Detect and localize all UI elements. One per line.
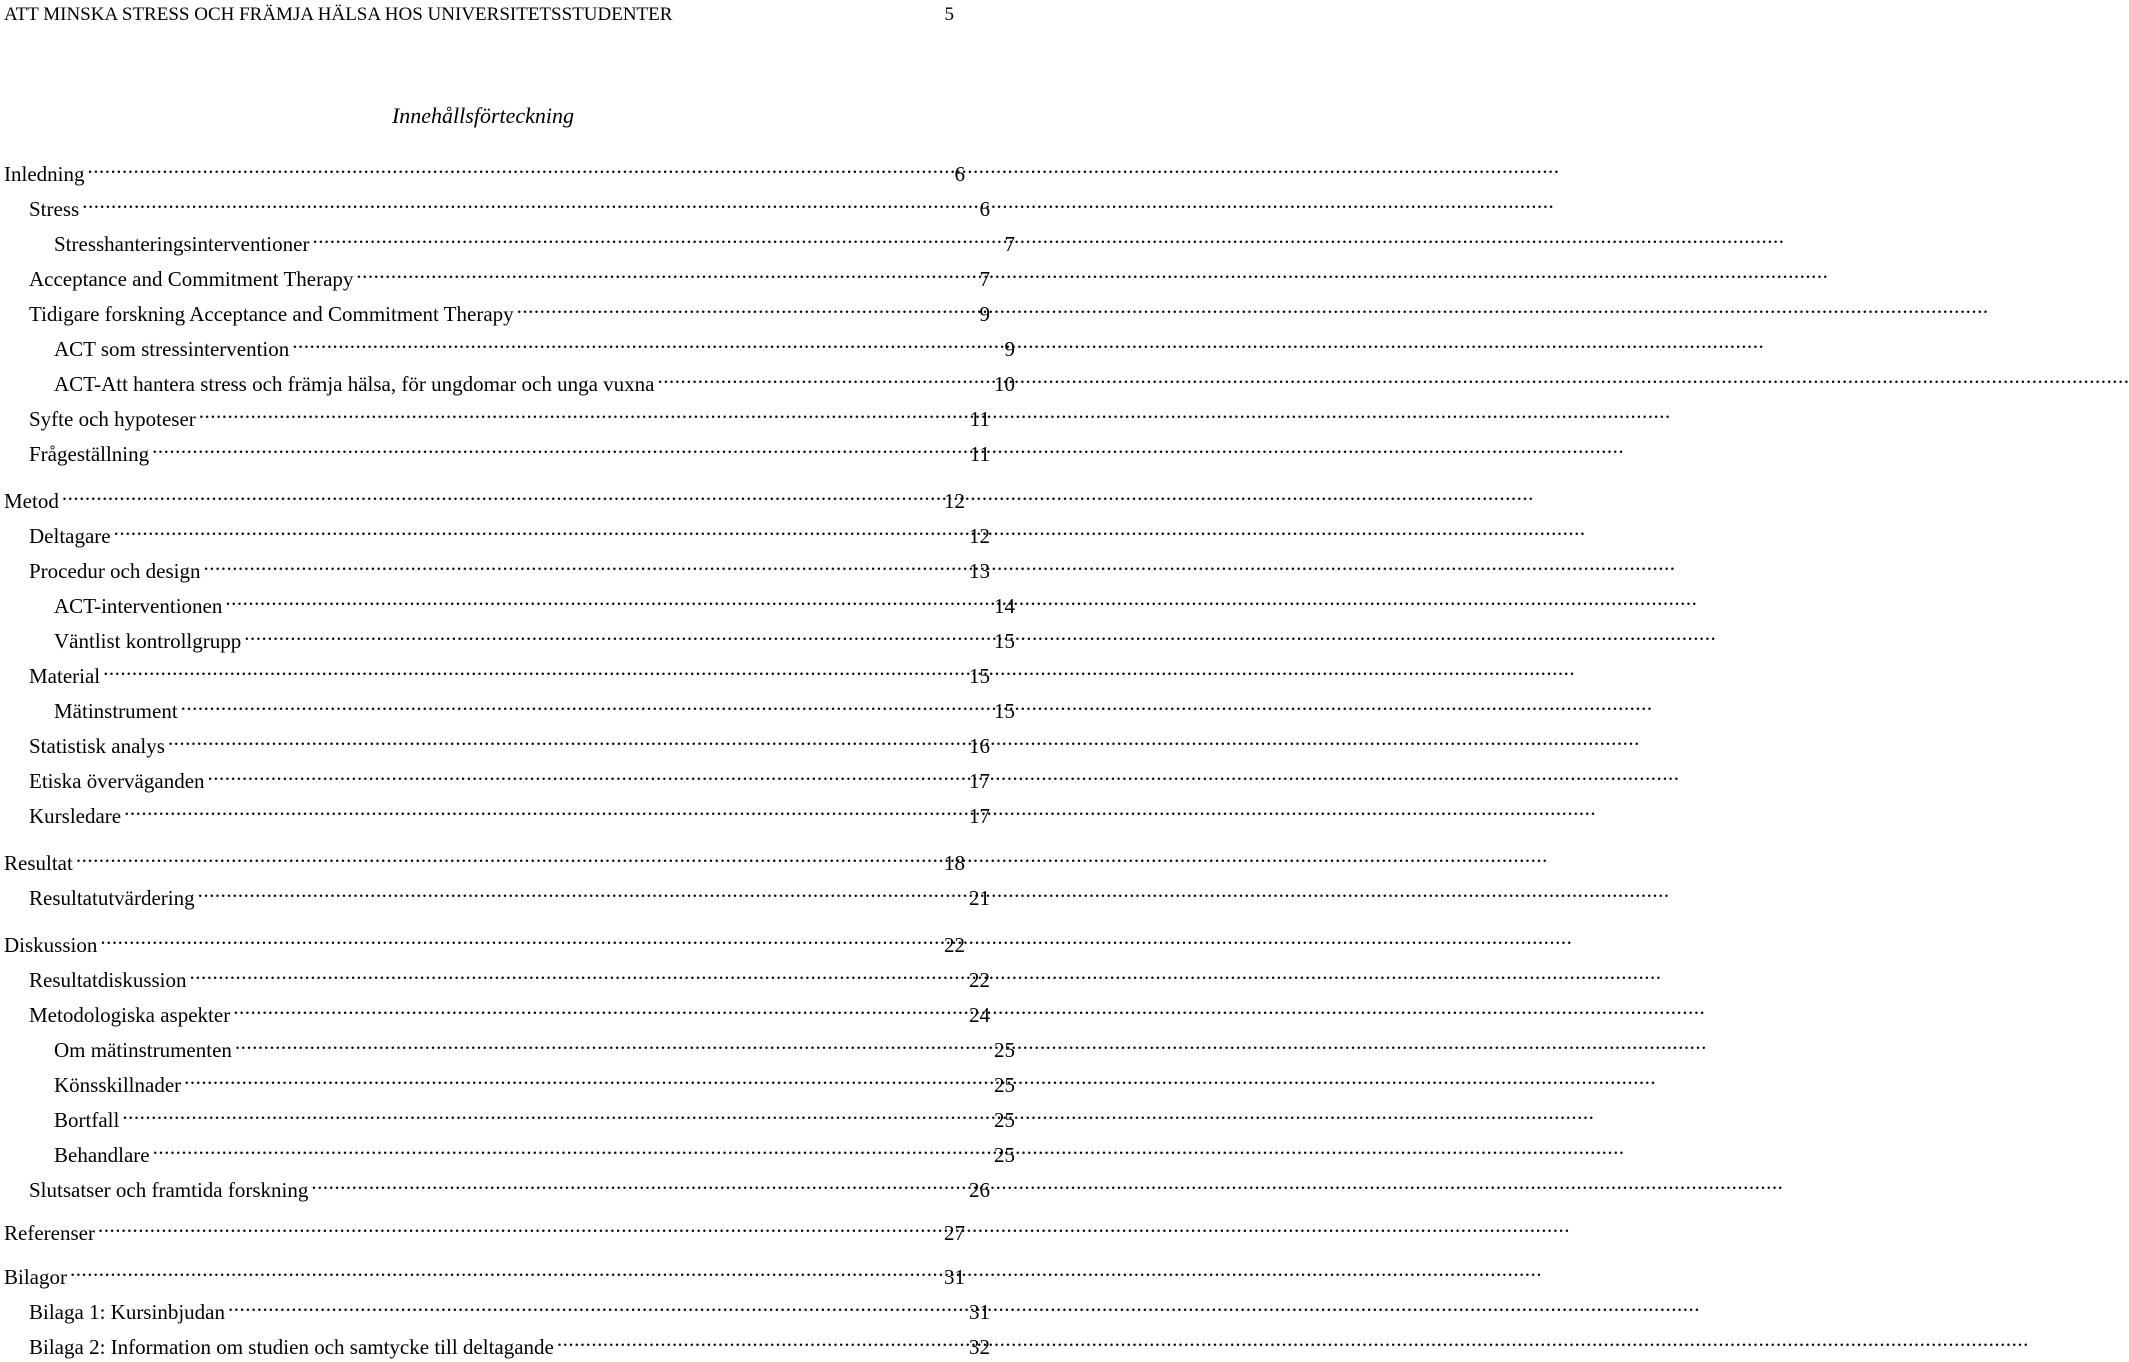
toc-dot-leader [356, 256, 975, 286]
toc-entry [0, 1289, 990, 1324]
toc-dot-leader [122, 1097, 990, 1127]
toc-entry [0, 758, 990, 793]
toc-entry-page: 17 [965, 801, 990, 831]
toc-dot-leader [203, 548, 965, 578]
toc-entry-label: Material [29, 661, 103, 691]
toc-entry [0, 221, 1015, 256]
toc-entry-page: 16 [965, 731, 990, 761]
toc-entry-label: Stresshanteringsinterventioner [54, 229, 312, 259]
toc-dot-leader [124, 793, 965, 823]
toc-entry-label: Acceptance and Commitment Therapy [29, 264, 356, 294]
toc-entry [0, 478, 965, 513]
toc-entry-page: 25 [990, 1140, 1015, 1170]
toc-dot-leader [114, 513, 965, 543]
toc-entry-page: 31 [965, 1297, 990, 1327]
toc-entry-label: Resultatutvärdering [29, 883, 198, 913]
toc-dot-leader [181, 688, 990, 718]
toc-entry [0, 875, 990, 910]
toc-entry-label: Slutsatser och framtida forskning [29, 1175, 311, 1205]
toc-dot-leader [235, 1027, 990, 1057]
toc-entry-label: Väntlist kontrollgrupp [54, 626, 244, 656]
toc-dot-leader [225, 583, 990, 613]
toc-dot-leader [233, 992, 965, 1022]
toc-entry [0, 361, 1015, 396]
running-title: ATT MINSKA STRESS OCH FRÄMJA HÄLSA HOS UNIVERSITETSSTUDENTER [4, 4, 673, 25]
toc-dot-leader [557, 1324, 965, 1354]
toc-entry-label: ACT-interventionen [54, 591, 225, 621]
toc-dot-leader [168, 723, 965, 753]
toc-entry-label: Bilaga 1: Kursinbjudan [29, 1297, 228, 1327]
toc-dot-leader [100, 922, 940, 952]
toc-entry-label: ACT som stressintervention [54, 334, 292, 364]
toc-entry-label: Bilaga 2: Information om studien och samtycke till deltagande [29, 1332, 557, 1362]
toc-entry-label: Om mätinstrumenten [54, 1035, 235, 1065]
toc-entry-page: 26 [965, 1175, 990, 1205]
toc-entry-page: 25 [990, 1070, 1015, 1100]
toc-entry [0, 688, 1015, 723]
toc-entry-label: Referenser [4, 1218, 98, 1248]
toc-entry-page: 12 [940, 486, 965, 516]
toc-entry [0, 1324, 990, 1359]
toc-entry-label: Bortfall [54, 1105, 122, 1135]
toc-entry-label: Behandlare [54, 1140, 153, 1170]
toc-entry [0, 513, 990, 548]
toc-entry-page: 9 [1001, 334, 1016, 364]
toc-entry-page: 32 [965, 1332, 990, 1362]
toc-entry-label: Deltagare [29, 521, 114, 551]
toc-entry [0, 1097, 1015, 1132]
toc-entry [0, 922, 965, 957]
toc-entry-page: 11 [966, 404, 990, 434]
toc-entry-label: ACT-Att hantera stress och främja hälsa, för ungdomar och unga vuxna [54, 369, 657, 399]
toc-entry-label: Syfte och hypoteser [29, 404, 199, 434]
toc-entry-page: 24 [965, 1000, 990, 1030]
toc-dot-leader [76, 840, 940, 870]
toc-entry [0, 1167, 990, 1202]
toc-entry-page: 31 [940, 1262, 965, 1292]
toc-entry [0, 723, 990, 758]
toc-entry-page: 6 [976, 194, 991, 224]
toc-entry [0, 583, 1015, 618]
toc-entry-label: Tidigare forskning Acceptance and Commitment Therapy [29, 299, 517, 329]
toc-dot-leader [311, 1167, 965, 1197]
toc-entry-label: Inledning [4, 159, 87, 189]
toc-dot-leader [152, 431, 966, 461]
toc-entry-label: Kursledare [29, 801, 124, 831]
page-number: 5 [944, 4, 954, 25]
toc-title: Innehållsförteckning [391, 103, 575, 128]
toc-entry-page: 13 [965, 556, 990, 586]
toc-entry [0, 326, 1015, 361]
toc-entry [0, 1027, 1015, 1062]
toc-entry [0, 431, 990, 466]
toc-entry-page: 11 [966, 439, 990, 469]
toc-dot-leader [98, 1210, 940, 1240]
toc-dot-leader [228, 1289, 965, 1319]
toc-entry-page: 10 [990, 369, 1015, 399]
toc-entry [0, 793, 990, 828]
toc-entry [0, 291, 990, 326]
toc-entry-page: 12 [965, 521, 990, 551]
toc-entry-label: Diskussion [4, 930, 100, 960]
toc-dot-leader [82, 186, 975, 216]
toc-dot-leader [199, 396, 966, 426]
toc-entry-page: 22 [965, 965, 990, 995]
toc-entry-page: 6 [951, 159, 966, 189]
toc-entry [0, 151, 965, 186]
toc-entry-label: Resultatdiskussion [29, 965, 190, 995]
toc-entry [0, 1210, 965, 1245]
toc-entry-label: Procedur och design [29, 556, 203, 586]
toc-entry-label: Resultat [4, 848, 76, 878]
toc-entry [0, 840, 965, 875]
toc-entry [0, 618, 1015, 653]
toc-entry-label: Etiska överväganden [29, 766, 208, 796]
toc-entry [0, 186, 990, 221]
toc-dot-leader [657, 361, 990, 391]
toc-entry-page: 25 [990, 1035, 1015, 1065]
toc-list [0, 0, 1015, 1359]
toc-entry-page: 15 [990, 696, 1015, 726]
toc-entry-page: 27 [940, 1218, 965, 1248]
toc-dot-leader [87, 151, 950, 181]
toc-entry-label: Stress [29, 194, 82, 224]
toc-entry-label: Metodologiska aspekter [29, 1000, 233, 1030]
toc-dot-leader [208, 758, 965, 788]
toc-entry [0, 396, 990, 431]
toc-entry-label: Frågeställning [29, 439, 152, 469]
toc-dot-leader [244, 618, 990, 648]
toc-dot-leader [153, 1132, 990, 1162]
toc-entry-page: 14 [990, 591, 1015, 621]
toc-dot-leader [292, 326, 1000, 356]
toc-dot-leader [103, 653, 965, 683]
toc-entry-page: 15 [990, 626, 1015, 656]
toc-entry-label: Könsskillnader [54, 1070, 184, 1100]
toc-entry-page: 7 [976, 264, 991, 294]
toc-entry [0, 1132, 1015, 1167]
toc-entry-page: 17 [965, 766, 990, 796]
toc-entry-label: Bilagor [4, 1262, 70, 1292]
toc-entry [0, 548, 990, 583]
toc-entry [0, 1062, 1015, 1097]
toc-entry [0, 653, 990, 688]
toc-entry [0, 256, 990, 291]
toc-entry-page: 25 [990, 1105, 1015, 1135]
toc-entry-label: Mätinstrument [54, 696, 181, 726]
toc-entry-page: 21 [965, 883, 990, 913]
toc-dot-leader [190, 957, 965, 987]
toc-entry-label: Statistisk analys [29, 731, 168, 761]
toc-dot-leader [517, 291, 976, 321]
toc-entry [0, 1254, 965, 1289]
toc-dot-leader [62, 478, 940, 508]
toc-entry [0, 957, 990, 992]
toc-entry-page: 18 [940, 848, 965, 878]
toc-dot-leader [70, 1254, 940, 1284]
toc-entry-page: 22 [940, 930, 965, 960]
toc-entry-page: 9 [976, 299, 991, 329]
toc-dot-leader [198, 875, 965, 905]
toc-entry [0, 992, 990, 1027]
toc-dot-leader [184, 1062, 990, 1092]
toc-entry-page: 7 [1001, 229, 1016, 259]
toc-entry-label: Metod [4, 486, 62, 516]
toc-entry-page: 15 [965, 661, 990, 691]
toc-dot-leader [312, 221, 1000, 251]
